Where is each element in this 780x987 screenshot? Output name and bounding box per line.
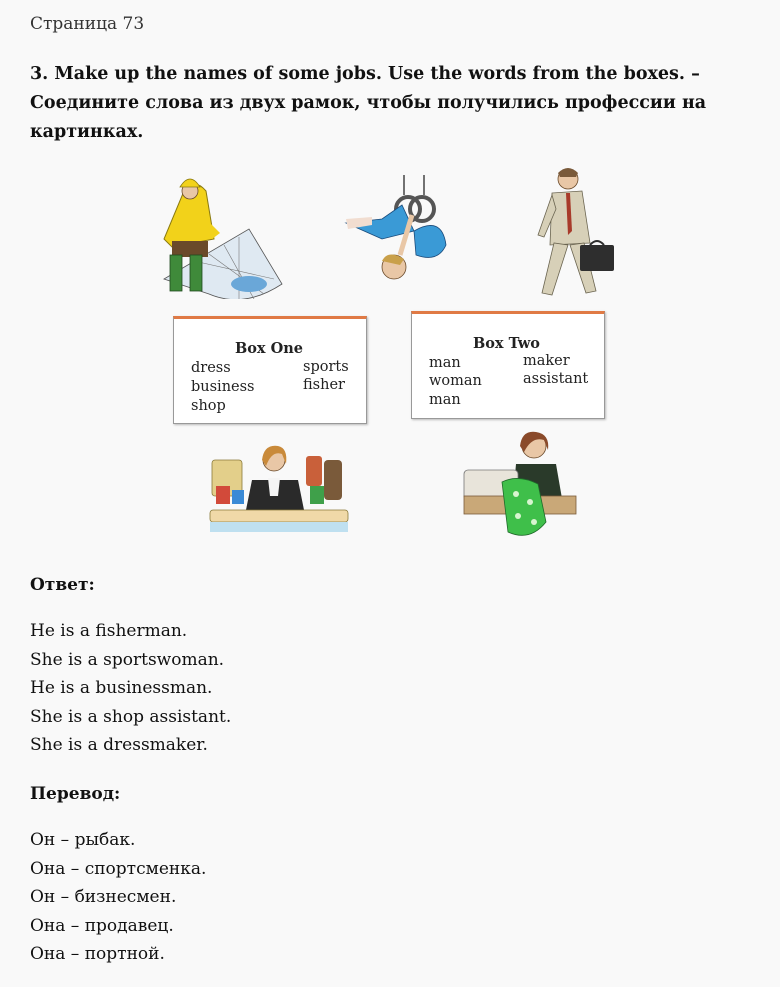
answer-line: She is a shop assistant. <box>30 706 232 727</box>
box-one <box>173 316 367 424</box>
box-one-title: Box One <box>235 340 304 357</box>
box-two-word: assistant <box>523 371 589 387</box>
answer-line: She is a sportswoman. <box>30 649 225 670</box>
box-one-word: shop <box>191 398 226 414</box>
gymnast-illustration <box>342 175 467 295</box>
translation-lines <box>30 826 206 969</box>
answer-heading: Ответ: <box>30 575 95 595</box>
dressmaker-illustration <box>460 430 580 545</box>
box-one-word: business <box>191 379 255 395</box>
textbook-illustration <box>150 165 600 550</box>
box-two <box>411 311 605 419</box>
answer-line: He is a fisherman. <box>30 621 188 641</box>
box-one-word: sports <box>303 359 349 375</box>
box-two-word: maker <box>523 353 570 369</box>
box-two-word: woman <box>429 373 482 389</box>
shop-assistant-illustration <box>208 440 350 535</box>
page-number: Страница 73 <box>30 14 145 34</box>
answer-line: She is a dressmaker. <box>30 735 208 756</box>
box-one-word: dress <box>191 360 231 376</box>
translation-line: Она – спортсменка. <box>30 858 207 879</box>
box-two-word: man <box>429 355 461 371</box>
translation-line: Она – портной. <box>30 944 165 965</box>
answer-lines <box>30 617 231 760</box>
answer-line: He is a businessman. <box>30 678 213 699</box>
translation-heading: Перевод: <box>30 784 121 804</box>
businessman-illustration <box>530 165 620 300</box>
translation-line: Он – бизнесмен. <box>30 887 177 908</box>
translation-line: Он – рыбак. <box>30 830 136 850</box>
task-text: 3. Make up the names of some jobs. Use the words from the boxes. – Соедините слова из двух рамок, чтобы получились профессии на картинках. <box>30 64 707 142</box>
box-two-title: Box Two <box>473 335 540 352</box>
translation-line: Она – продавец. <box>30 915 174 936</box>
fisherman-illustration <box>154 169 284 299</box>
box-one-word: fisher <box>303 377 345 393</box>
box-two-word: man <box>429 392 461 408</box>
